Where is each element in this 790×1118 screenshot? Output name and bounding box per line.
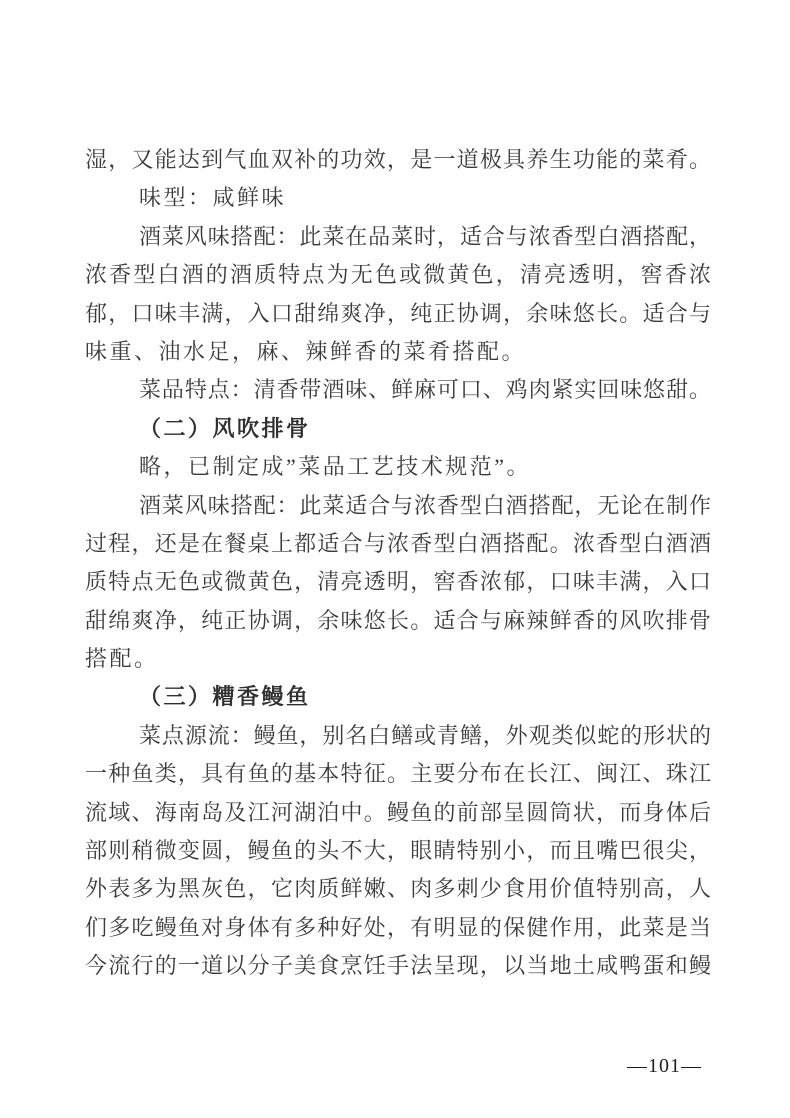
page-number: —101— [627, 1055, 702, 1077]
text-line: 外表多为黑灰色，它肉质鲜嫩、肉多刺少食用价值特别高，人 [85, 876, 711, 902]
section-heading: （三）糟香鳗鱼 [139, 684, 311, 710]
text-line: 搭配。 [85, 646, 159, 672]
text-line: 流域、海南岛及江河湖泊中。鳗鱼的前部呈圆筒状，而身体后 [85, 799, 711, 825]
text-line: 酒菜风味搭配：此菜适合与浓香型白酒搭配，无论在制作 [139, 492, 711, 518]
text-line: 今流行的一道以分子美食烹饪手法呈现，以当地土咸鸭蛋和鳗 [85, 953, 711, 979]
text-line: 浓香型白酒的酒质特点为无色或微黄色，清亮透明，窖香浓 [85, 262, 711, 288]
text-line: 过程，还是在餐桌上都适合与浓香型白酒搭配。浓香型白酒酒 [85, 530, 711, 556]
text-line: 菜点源流：鳗鱼，别名白鳝或青鳝，外观类似蛇的形状的 [139, 722, 711, 748]
text-line: 质特点无色或微黄色，清亮透明，窖香浓郁，口味丰满，入口 [85, 569, 711, 595]
text-line: 们多吃鳗鱼对身体有多种好处，有明显的保健作用，此菜是当 [85, 914, 711, 940]
text-line: 湿，又能达到气血双补的功效，是一道极具养生功能的菜肴。 [85, 147, 711, 172]
text-line: 味型：咸鲜味 [139, 185, 287, 211]
text-line: 一种鱼类，具有鱼的基本特征。主要分布在长江、闽江、珠江 [85, 761, 711, 787]
text-line: 略，已制定成”菜品工艺技术规范”。 [139, 454, 532, 480]
text-line: 甜绵爽净，纯正协调，余味悠长。适合与麻辣鲜香的风吹排骨 [85, 607, 711, 633]
text-line: 味重、油水足，麻、辣鲜香的菜肴搭配。 [85, 338, 527, 364]
body-text [85, 141, 711, 986]
section-heading: （二）风吹排骨 [139, 415, 311, 441]
text-line: 酒菜风味搭配：此菜在品菜时，适合与浓香型白酒搭配， [139, 223, 711, 249]
text-line: 郁，口味丰满，入口甜绵爽净，纯正协调，余味悠长。适合与 [85, 300, 711, 326]
text-line: 菜品特点：清香带酒味、鲜麻可口、鸡肉紧实回味悠甜。 [139, 377, 711, 403]
text-line: 部则稍微变圆，鳗鱼的头不大，眼睛特别小，而且嘴巴很尖， [85, 838, 711, 864]
